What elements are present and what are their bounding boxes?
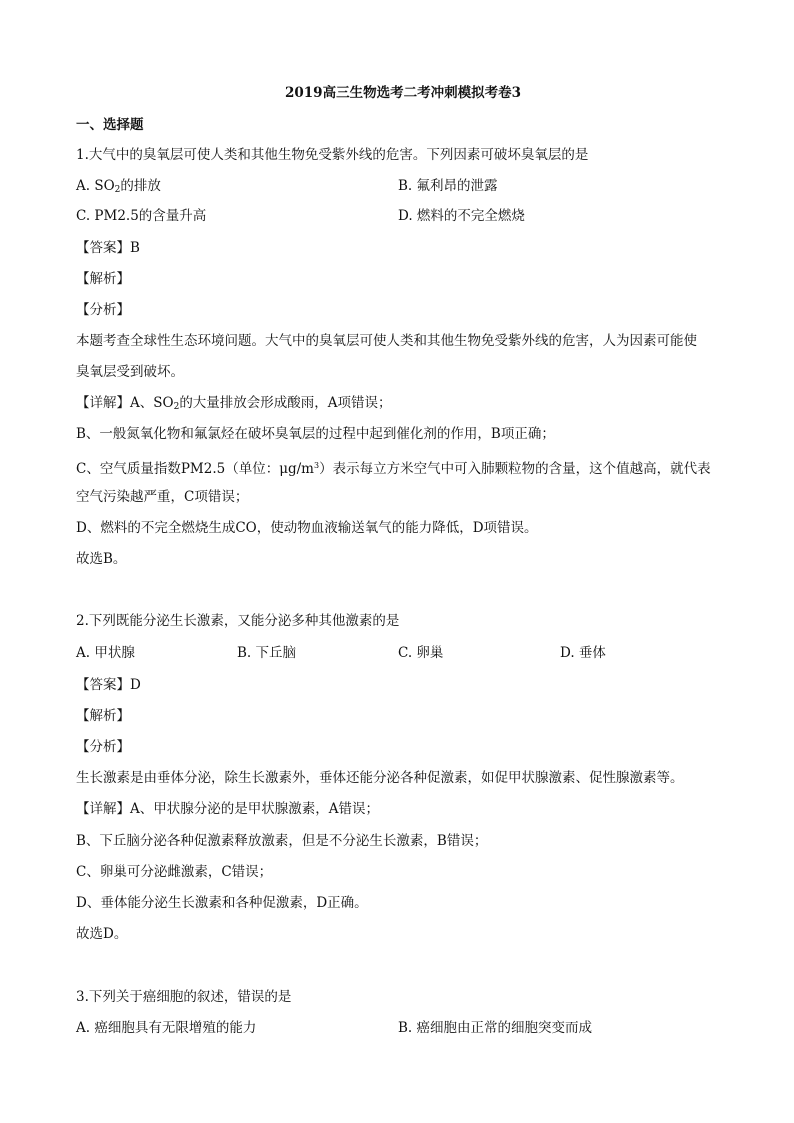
q3-option-a[interactable]: A. 癌细胞具有无限增殖的能力 <box>76 1020 257 1036</box>
q1-detail-c1-sup: 3 <box>313 461 320 470</box>
q2-detail-b: B、下丘脑分泌各种促激素释放激素，但是不分泌生长激素，B错误； <box>76 833 488 849</box>
q1-stem: 1.大气中的臭氧层可使人类和其他生物免受紫外线的危害。下列因素可破坏臭氧层的是 <box>76 147 589 163</box>
section-heading: 一、选择题 <box>76 117 144 133</box>
q2-fenxi-label: 【分析】 <box>76 739 130 755</box>
q1-detail-a-post: 的大量排放会形成酸雨，A项错误； <box>179 395 392 411</box>
q1-option-a-pre: A. SO <box>76 178 115 194</box>
q1-detail-b: B、一般氮氧化物和氟氯烃在破坏臭氧层的过程中起到催化剂的作用，B项正确； <box>76 426 555 442</box>
q1-fenxi-label: 【分析】 <box>76 302 130 318</box>
q3-option-b[interactable]: B. 癌细胞由正常的细胞突变而成 <box>398 1020 593 1036</box>
q1-detail-a-sub: 2 <box>173 402 180 412</box>
q1-detail-c1-pre: C、空气质量指数PM2.5（单位：μg/m <box>76 461 314 477</box>
q2-option-b[interactable]: B. 下丘脑 <box>237 645 297 661</box>
q2-stem: 2.下列既能分泌生长激素，又能分泌多种其他激素的是 <box>76 613 400 629</box>
q1-detail-c1-post: ）表示每立方米空气中可入肺颗粒物的含量，这个值越高，就代表 <box>319 461 711 477</box>
q1-option-c[interactable]: C. PM2.5的含量升高 <box>76 208 207 224</box>
q1-answer: 【答案】B <box>76 240 140 256</box>
q2-detail-d: D、垂体能分泌生长激素和各种促激素，D正确。 <box>76 895 368 911</box>
q2-option-d[interactable]: D. 垂体 <box>560 645 606 661</box>
q1-detail-c2: 空气污染越严重，C项错误； <box>76 489 249 505</box>
q1-detail-a-pre: 【详解】A、SO <box>76 395 174 411</box>
q1-detail-d: D、燃料的不完全燃烧生成CO，使动物血液输送氧气的能力降低，D项错误。 <box>76 520 538 536</box>
q2-fenxi-text: 生长激素是由垂体分泌，除生长激素外，垂体还能分泌各种促激素，如促甲状腺激素、促性腺激素等。 <box>76 770 684 786</box>
q2-option-c[interactable]: C. 卵巢 <box>398 645 444 661</box>
q2-answer: 【答案】D <box>76 677 141 693</box>
q1-analysis-label: 【解析】 <box>76 271 130 287</box>
q2-option-a[interactable]: A. 甲状腺 <box>76 645 135 661</box>
q1-option-d[interactable]: D. 燃料的不完全燃烧 <box>398 208 525 224</box>
q2-detail-c: C、卵巢可分泌雌激素，C错误； <box>76 864 273 880</box>
q1-option-a-sub: 2 <box>114 185 121 195</box>
q1-fenxi-text-1: 本题考查全球性生态环境问题。大气中的臭氧层可使人类和其他生物免受紫外线的危害，人为因素可能使 <box>76 333 697 349</box>
q2-conclusion: 故选D。 <box>76 926 128 942</box>
q1-option-a-post: 的排放 <box>120 178 161 194</box>
q1-option-a[interactable] <box>76 177 161 199</box>
page-title: 2019高三生物选考二考冲刺模拟考卷3 <box>285 85 521 101</box>
q3-stem: 3.下列关于癌细胞的叙述，错误的是 <box>76 989 292 1005</box>
q1-option-b[interactable]: B. 氟利昂的泄露 <box>398 178 498 194</box>
q2-detail-a: 【详解】A、甲状腺分泌的是甲状腺激素，A错误； <box>76 801 379 817</box>
q2-analysis-label: 【解析】 <box>76 708 130 724</box>
q1-conclusion: 故选B。 <box>76 551 127 567</box>
q1-fenxi-text-2: 臭氧层受到破坏。 <box>76 364 184 380</box>
q1-detail-a <box>76 394 392 416</box>
q1-detail-c1 <box>76 457 711 478</box>
